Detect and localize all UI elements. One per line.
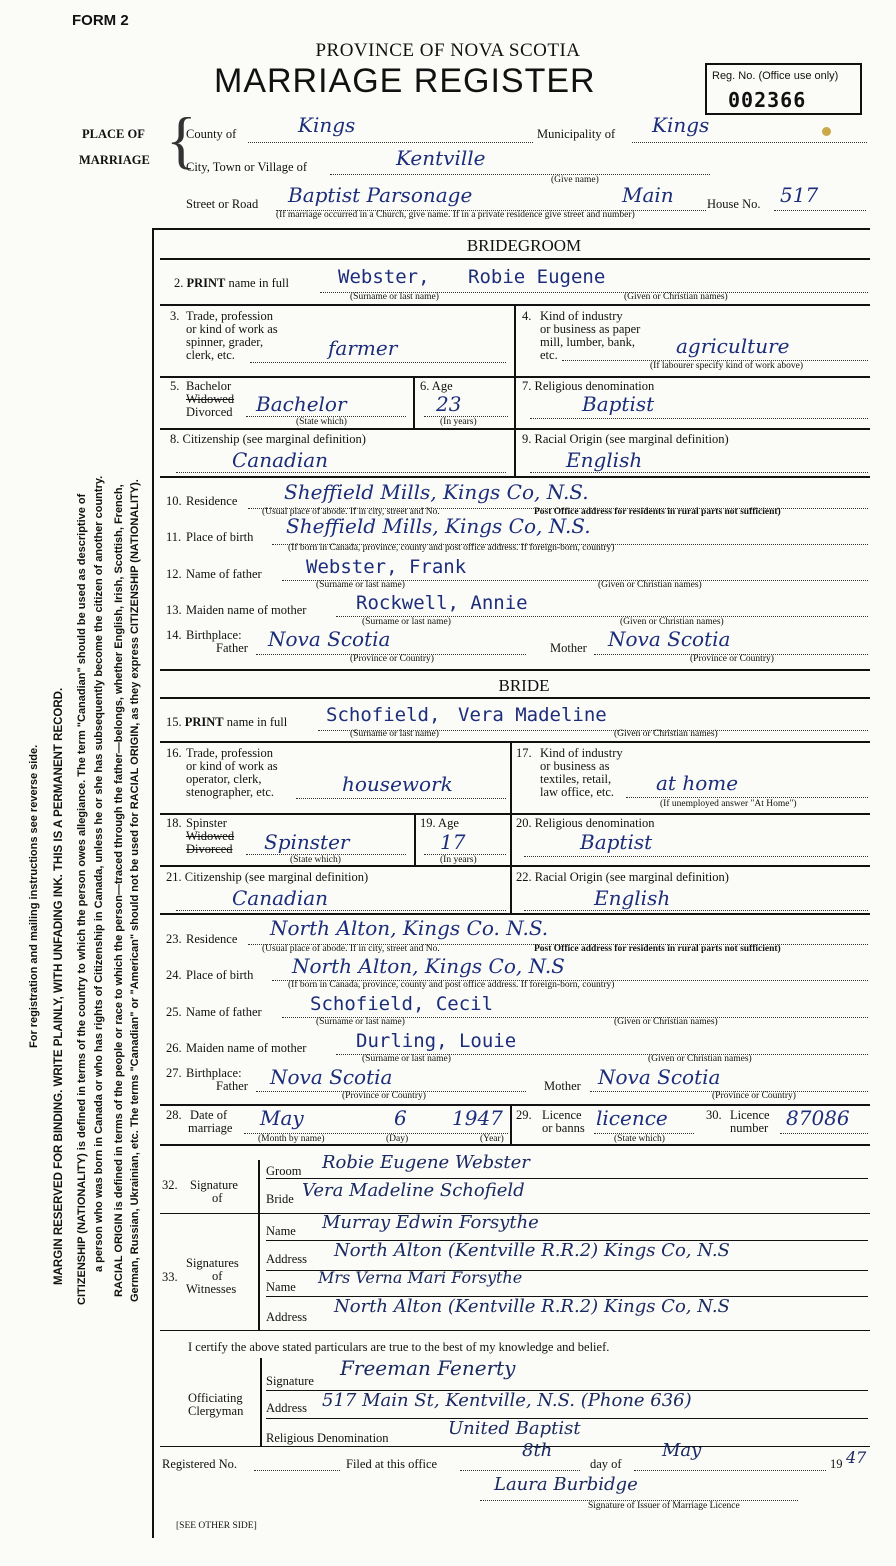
side-note-racial-1: RACIAL ORIGIN is defined in terms of the people or race to which the person—traced through the father—belongs, whether English, Irish, Scottish, French,	[113, 484, 125, 1297]
groom-birth-value: Sheffield Mills, Kings Co, N.S.	[286, 514, 591, 538]
groom-bp-no: 14.	[166, 628, 182, 642]
side-note-citizenship-2: a person who was born in Canada or who has rights of Citizenship in Canada, unless he or she has subsequently become the citizen of another country.	[93, 475, 105, 1272]
registered-label: Registered No.	[162, 1457, 237, 1471]
bride-bp-father-value: Nova Scotia	[270, 1065, 393, 1089]
certify-text: I certify the above stated particulars are true to the best of my knowledge and belief.	[188, 1340, 610, 1354]
day-of-label: day of	[590, 1457, 622, 1471]
bride-bp-mother-value: Nova Scotia	[598, 1065, 721, 1089]
groom-sign-label: Groom	[266, 1164, 302, 1178]
groom-status-l3: Divorced	[186, 405, 233, 419]
groom-father-label: Name of father	[186, 567, 262, 581]
groom-religion-value: Baptist	[582, 392, 655, 416]
witness2-address-label: Address	[266, 1310, 307, 1324]
street-value: Baptist Parsonage	[288, 183, 473, 207]
clergy-label-1: Officiating	[188, 1391, 243, 1405]
groom-industry-l1: Kind of industry	[540, 309, 623, 323]
witness-label-2: of	[212, 1269, 223, 1283]
county-label: County of	[186, 127, 237, 141]
bride-bp-mother-note: (Province or Country)	[712, 1091, 796, 1101]
groom-racial-label: 9. Racial Origin (see marginal definition)	[522, 432, 729, 446]
bride-status-l1: Spinster	[186, 816, 227, 830]
bride-father-note-b: (Given or Christian names)	[614, 1017, 718, 1027]
bride-industry-note: (If unemployed answer "At Home")	[660, 799, 797, 809]
groom-surname: Webster,	[338, 266, 430, 288]
witness1-name: Murray Edwin Forsythe	[322, 1212, 539, 1233]
bride-industry-l2: or business as	[540, 759, 610, 773]
bride-signature: Vera Madeline Schofield	[302, 1180, 525, 1201]
groom-citizenship-label: 8. Citizenship (see marginal definition)	[170, 432, 366, 446]
licence-label-2: or banns	[542, 1121, 585, 1135]
groom-given: Robie Eugene	[468, 266, 606, 288]
place-label-1: PLACE OF	[82, 127, 145, 141]
groom-mother-note-a: (Surname or last name)	[362, 617, 451, 627]
date-label-1: Date of	[190, 1108, 228, 1122]
bride-heading: BRIDE	[498, 676, 550, 695]
groom-trade-l1: Trade, profession	[186, 309, 274, 323]
clergy-denom-label: Religious Denomination	[266, 1431, 389, 1445]
bride-bp-label: Birthplace:	[186, 1066, 242, 1080]
groom-father-note-a: (Surname or last name)	[316, 580, 405, 590]
bride-father-note-a: (Surname or last name)	[316, 1017, 405, 1027]
bridegroom-heading: BRIDEGROOM	[466, 236, 582, 255]
groom-residence-note-a: (Usual place of abode. If in city, street and No.	[262, 507, 440, 517]
bride-father-value: Schofield, Cecil	[310, 993, 494, 1015]
side-note-racial-2: German, Russian, Ukrainian, etc. The terms "Canadian" or "American" should not be used for RACIAL ORIGIN, as they express CITIZENSHIP (NATIONALITY).	[129, 479, 141, 1302]
witness2-name-label: Name	[266, 1280, 296, 1294]
groom-industry-no: 4.	[522, 309, 532, 323]
filed-year: 47	[846, 1448, 867, 1467]
groom-bp-father-label: Father	[216, 641, 248, 655]
bride-birth-note: (If born in Canada, province, county and post office address. If foreign-born, country)	[288, 980, 615, 990]
groom-given-note: (Given or Christian names)	[624, 292, 728, 302]
clergy-address: 517 Main St, Kentville, N.S. (Phone 636)	[322, 1390, 692, 1411]
groom-birth-label: Place of birth	[186, 530, 254, 544]
licence-value: licence	[596, 1106, 668, 1130]
bride-trade-l3: operator, clerk,	[186, 772, 262, 786]
groom-trade-l2: or kind of work as	[186, 322, 278, 336]
groom-mother-note-b: (Given or Christian names)	[620, 617, 724, 627]
bride-industry-l3: textiles, retail,	[540, 772, 612, 786]
signature-label-2: of	[212, 1191, 223, 1205]
bride-name-label: 15. PRINT name in full	[166, 715, 288, 729]
marriage-day: 6	[394, 1106, 407, 1130]
bride-industry-value: at home	[656, 771, 739, 795]
groom-status-l2: Widowed	[186, 392, 235, 406]
give-name-note: (Give name)	[551, 175, 599, 185]
licence-note: (State which)	[614, 1134, 665, 1144]
bride-racial-label: 22. Racial Origin (see marginal definition)	[516, 870, 729, 884]
licence-label-1: Licence	[542, 1108, 582, 1122]
marriage-month: May	[260, 1106, 304, 1130]
house-label: House No.	[707, 197, 761, 211]
bride-mother-note-a: (Surname or last name)	[362, 1054, 451, 1064]
bride-status-value: Spinster	[264, 830, 350, 854]
bride-given: Vera Madeline	[458, 704, 607, 726]
reg-number: 002366	[728, 88, 807, 112]
bride-mother-note-b: (Given or Christian names)	[648, 1054, 752, 1064]
witness-label-1: Signatures	[186, 1256, 239, 1270]
groom-age-label: 6. Age	[420, 379, 453, 393]
bride-age-value: 17	[440, 830, 466, 854]
see-other-side: [SEE OTHER SIDE]	[176, 1521, 257, 1531]
bride-mother-no: 26.	[166, 1041, 182, 1055]
witness1-address-label: Address	[266, 1252, 307, 1266]
clergy-signature: Freeman Fenerty	[340, 1356, 516, 1380]
date-no: 28.	[166, 1108, 182, 1122]
year-note: (Year)	[480, 1134, 504, 1144]
bride-industry-no: 17.	[516, 746, 532, 760]
groom-mother-no: 13.	[166, 603, 182, 617]
filed-day: 8th	[522, 1440, 553, 1461]
bride-status-no: 18.	[166, 816, 182, 830]
groom-bp-mother-note: (Province or Country)	[690, 654, 774, 664]
bride-given-note: (Given or Christian names)	[614, 729, 718, 739]
witness2-name: Mrs Verna Mari Forsythe	[318, 1268, 523, 1287]
witness-no: 33.	[162, 1270, 178, 1284]
side-note-instructions: For registration and mailing instructions see reverse side.	[28, 744, 40, 1048]
bride-birth-no: 24.	[166, 968, 182, 982]
bride-surname: Schofield,	[326, 704, 441, 726]
bride-mother-label: Maiden name of mother	[186, 1041, 307, 1055]
form-number: FORM 2	[72, 12, 129, 29]
groom-trade-l3: spinner, grader,	[186, 335, 264, 349]
bride-citizenship-label: 21. Citizenship (see marginal definition)	[166, 870, 369, 884]
bride-trade-l4: stenographer, etc.	[186, 785, 275, 799]
groom-bp-mother-value: Nova Scotia	[608, 627, 731, 651]
groom-industry-l2: or business as paper	[540, 322, 641, 336]
municipality-value: Kings	[652, 113, 710, 137]
groom-mother-label: Maiden name of mother	[186, 603, 307, 617]
bride-bp-mother-label: Mother	[544, 1079, 581, 1093]
place-label-2: MARRIAGE	[79, 153, 150, 167]
licence-number-value: 87086	[786, 1106, 850, 1130]
groom-residence-no: 10.	[166, 494, 182, 508]
bride-status-note: (State which)	[290, 855, 341, 865]
groom-bp-mother-label: Mother	[550, 641, 587, 655]
side-note-citizenship-1: CITIZENSHIP (NATIONALITY) is defined in terms of the country to which the person owes allegiance. The term "Canadian" should be used as descriptive of	[76, 493, 88, 1305]
city-label: City, Town or Village of	[186, 160, 308, 174]
bride-age-note: (In years)	[440, 855, 477, 865]
day-note: (Day)	[386, 1134, 409, 1144]
signature-label-1: Signature	[190, 1178, 238, 1192]
groom-mother-value: Rockwell, Annie	[356, 592, 528, 614]
groom-surname-note: (Surname or last name)	[350, 292, 439, 302]
bride-citizenship-value: Canadian	[232, 886, 329, 910]
licence-number-l1: Licence	[730, 1108, 770, 1122]
groom-birth-no: 11.	[166, 530, 182, 544]
groom-bp-father-value: Nova Scotia	[268, 627, 391, 651]
province-heading: PROVINCE OF NOVA SCOTIA	[315, 40, 581, 61]
bride-residence-note-a: (Usual place of abode. If in city, street and No.	[262, 944, 440, 954]
bride-bp-father-note: (Province or Country)	[342, 1091, 426, 1101]
marriage-year: 1947	[452, 1106, 503, 1130]
street-label: Street or Road	[186, 197, 259, 211]
clergy-label-2: Clergyman	[188, 1404, 244, 1418]
bride-industry-l1: Kind of industry	[540, 746, 623, 760]
groom-trade-value: farmer	[328, 336, 398, 360]
bride-trade-l2: or kind of work as	[186, 759, 278, 773]
clergy-denom: United Baptist	[448, 1418, 581, 1439]
groom-status-note: (State which)	[296, 417, 347, 427]
groom-trade-l4: clerk, etc.	[186, 348, 235, 362]
bride-bp-no: 27.	[166, 1066, 182, 1080]
groom-trade-no: 3.	[170, 309, 180, 323]
groom-signature: Robie Eugene Webster	[322, 1152, 530, 1173]
place-brace: {	[166, 104, 197, 175]
bride-father-no: 25.	[166, 1005, 182, 1019]
bride-residence-note-b: Post Office address for residents in rural parts not sufficient)	[534, 944, 781, 954]
licence-number-no: 30.	[706, 1108, 722, 1122]
groom-status-no: 5.	[170, 379, 180, 393]
date-label-2: marriage	[188, 1121, 233, 1135]
filed-label: Filed at this office	[346, 1457, 438, 1471]
groom-industry-note: (If labourer specify kind of work above)	[650, 361, 803, 371]
groom-birth-note: (If born in Canada, province, county and post office address. If foreign-born, country)	[288, 543, 615, 553]
groom-industry-l4: etc.	[540, 348, 558, 362]
issuer-note: Signature of Issuer of Marriage Licence	[588, 1501, 740, 1511]
filed-year-prefix: 19	[830, 1457, 843, 1471]
groom-racial-value: English	[566, 448, 643, 472]
groom-age-note: (In years)	[440, 417, 477, 427]
reg-number-label: Reg. No. (Office use only)	[712, 70, 839, 82]
bride-mother-value: Durling, Louie	[356, 1030, 517, 1052]
page-title: MARRIAGE REGISTER	[214, 62, 596, 100]
witness2-address: North Alton (Kentville R.R.2) Kings Co, N.S	[334, 1296, 730, 1317]
groom-father-note-b: (Given or Christian names)	[598, 580, 702, 590]
county-value: Kings	[298, 113, 356, 137]
clergy-address-label: Address	[266, 1401, 307, 1415]
witness1-address: North Alton (Kentville R.R.2) Kings Co, N.S	[334, 1240, 730, 1261]
bride-trade-value: housework	[342, 772, 453, 796]
groom-bp-label: Birthplace:	[186, 628, 242, 642]
bride-birth-label: Place of birth	[186, 968, 254, 982]
licence-number-l2: number	[730, 1121, 769, 1135]
bride-status-l3: Divorced	[186, 842, 233, 856]
city-value: Kentville	[396, 146, 486, 170]
house-value: 517	[780, 183, 819, 207]
groom-status-l1: Bachelor	[186, 379, 232, 393]
issuer-signature: Laura Burbidge	[494, 1474, 638, 1495]
witness-label-3: Witnesses	[186, 1282, 237, 1296]
bride-residence-label: Residence	[186, 932, 238, 946]
groom-residence-label: Residence	[186, 494, 238, 508]
month-note: (Month by name)	[258, 1134, 325, 1144]
bride-racial-value: English	[594, 886, 671, 910]
bride-religion-value: Baptist	[580, 830, 653, 854]
bride-age-label: 19. Age	[420, 816, 459, 830]
groom-father-no: 12.	[166, 567, 182, 581]
filed-month: May	[662, 1440, 702, 1461]
side-note-binding: MARGIN RESERVED FOR BINDING. WRITE PLAINLY, WITH UNFADING INK. THIS IS A PERMANENT RECORD.	[53, 687, 65, 1285]
street-value-2: Main	[622, 183, 674, 207]
bride-sign-label: Bride	[266, 1192, 294, 1206]
bride-birth-value: North Alton, Kings Co, N.S	[292, 954, 565, 978]
bride-father-label: Name of father	[186, 1005, 262, 1019]
bride-residence-no: 23.	[166, 932, 182, 946]
groom-religion-label: 7. Religious denomination	[522, 379, 655, 393]
punch-dot	[822, 127, 831, 136]
bride-residence-value: North Alton, Kings Co. N.S.	[270, 916, 549, 940]
groom-industry-l3: mill, lumber, bank,	[540, 335, 635, 349]
groom-status-value: Bachelor	[256, 392, 347, 416]
groom-age-value: 23	[436, 392, 462, 416]
witness1-name-label: Name	[266, 1224, 296, 1238]
bride-status-l2: Widowed	[186, 829, 235, 843]
street-note: (If marriage occurred in a Church, give name. If in a private residence give street and number)	[276, 210, 635, 220]
municipality-label: Municipality of	[537, 127, 616, 141]
bride-industry-l4: law office, etc.	[540, 785, 615, 799]
bride-trade-no: 16.	[166, 746, 182, 760]
groom-residence-value: Sheffield Mills, Kings Co, N.S.	[284, 480, 589, 504]
signature-no: 32.	[162, 1178, 178, 1192]
groom-bp-father-note: (Province or Country)	[350, 654, 434, 664]
bride-bp-father-label: Father	[216, 1079, 248, 1093]
bride-religion-label: 20. Religious denomination	[516, 816, 655, 830]
bride-surname-note: (Surname or last name)	[350, 729, 439, 739]
clergy-signature-label: Signature	[266, 1374, 314, 1388]
licence-no: 29.	[516, 1108, 532, 1122]
groom-citizenship-value: Canadian	[232, 448, 329, 472]
bride-trade-l1: Trade, profession	[186, 746, 274, 760]
groom-father-value: Webster, Frank	[306, 556, 467, 578]
groom-residence-note-b: Post Office address for residents in rural parts not sufficient)	[534, 507, 781, 517]
groom-industry-value: agriculture	[676, 334, 790, 358]
groom-name-label: 2. PRINT name in full	[174, 276, 289, 290]
